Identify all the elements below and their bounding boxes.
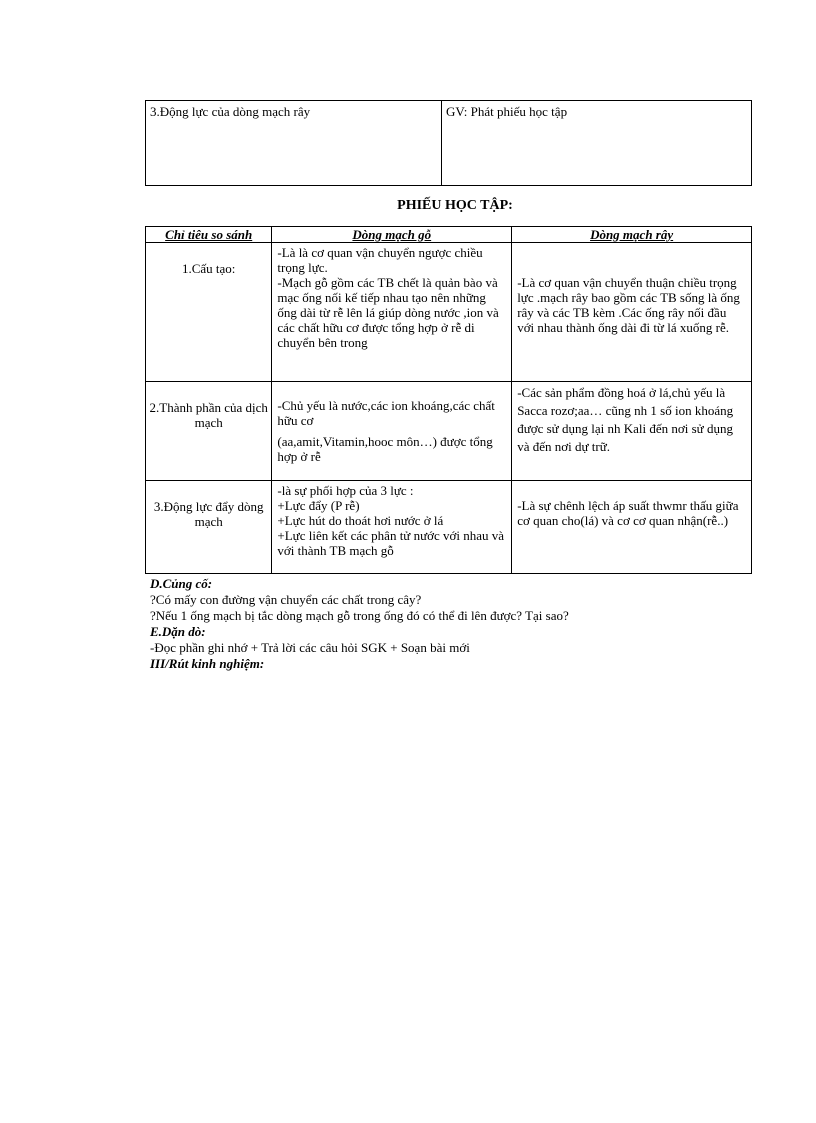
consolidation-heading: D.Củng cố: [150,576,213,591]
xylem-cell [272,243,512,382]
cell-text: -Là cơ quan vận chuyển thuận chiều trọng lực .mạch rây bao gồm các TB sống là ống rây và các TB kèm .Các ống rây nối đầu với nhau thành ống dài đi từ lá xuống rễ. [517,275,740,335]
table-row [146,382,752,481]
table-row [146,481,752,574]
cell-text: -Là sự chênh lệch áp suất thwmr thấu giữa cơ quan cho(lá) và cơ cơ quan nhận(rễ..) [517,498,739,528]
cell-text: +Lực đẩy (P rễ) [277,498,360,513]
row-label-text: 3.Động lực đẩy dòng mạch [153,499,264,529]
table-row [146,243,752,382]
top-table [145,100,752,186]
comparison-table [145,226,752,574]
cell-text: -là sự phối hợp của 3 lực : [277,483,414,498]
cell-text: +Lực liên kết các phân tử nước với nhau và với thành TB mạch gỗ [277,528,505,558]
xylem-cell [272,481,512,574]
row-label [146,382,272,481]
sheet-title: PHIẾU HỌC TẬP: [397,198,513,213]
row-label-text: 1.Cấu tạo: [181,261,236,276]
top-right-cell: GV: Phát phiếu học tập [442,101,752,186]
cell-text: (aa,amit,Vitamin,hooc môn…) được tổng hợp ở rễ [277,434,493,464]
question-line: ?Nếu 1 ống mạch bị tắc dòng mạch gỗ trong ống đó có thể đi lên được? Tại sao? [150,608,569,623]
phloem-cell [512,382,752,481]
cell-text: +Lực hút do thoát hơi nước ở lá [277,513,444,528]
cell-text: -Mạch gỗ gồm các TB chết là quản bào và mạc ống nối kế tiếp nhau tạo nên những ống dài từ rễ lên lá giúp dòng nước ,ion và các chất hữu cơ được tổng hợp ở rễ di chuyển bên trong [277,275,499,350]
header-xylem: Dòng mạch gỗ [272,227,512,243]
top-left-cell: 3.Động lực của dòng mạch rây [146,101,442,186]
row-label [146,243,272,382]
phloem-cell [512,243,752,382]
phloem-cell [512,481,752,574]
cell-text: -Các sản phẩm đồng hoá ở lá,chủ yếu là Sacca rozơ;aa… cũng nh 1 số ion khoáng được sử dụng lại nh Kali đến nơi sử dụng và đến nơi dự trữ. [517,385,734,454]
row-label-text: 2.Thành phần của dịch mạch [149,400,268,430]
homework-line: -Đọc phần ghi nhớ + Trả lời các câu hỏi SGK + Soạn bài mới [150,640,470,655]
table-row [146,101,752,186]
table-header-row [146,227,752,243]
experience-heading: III/Rút kinh nghiệm: [150,656,265,671]
question-line: ?Có mấy con đường vận chuyển các chất trong cây? [150,592,422,607]
cell-text: -Chủ yếu là nước,các ion khoáng,các chất hữu cơ [277,398,495,428]
cell-text: -Là là cơ quan vận chuyển ngược chiều trọng lực. [277,245,483,275]
row-label [146,481,272,574]
header-phloem: Dòng mạch rây [512,227,752,243]
homework-heading: E.Dặn dò: [150,624,206,639]
header-criteria: Chỉ tiêu so sánh [146,227,272,243]
lesson-notes [150,576,770,672]
xylem-cell [272,382,512,481]
